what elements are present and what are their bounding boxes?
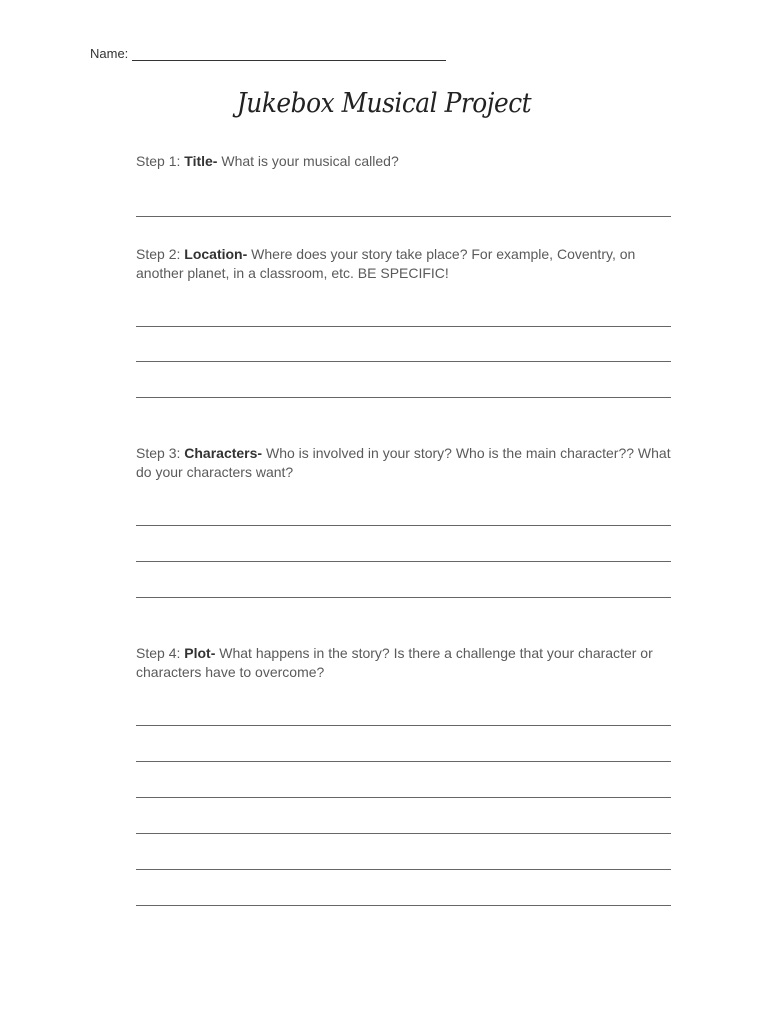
step-4-answer-line — [136, 761, 671, 762]
step-4-text: What happens in the story? Is there a challenge that your character or characters have to overcome? — [136, 645, 653, 680]
step-4-keyword: Plot- — [184, 645, 216, 661]
step-3-answer-line — [136, 597, 671, 598]
step-3-prompt — [136, 444, 681, 482]
page-title: Jukebox Musical Project — [236, 88, 532, 119]
step-4-answer-line — [136, 725, 671, 726]
step-1-keyword: Title- — [184, 153, 218, 169]
step-1-text: What is your musical called? — [217, 153, 399, 169]
step-4-prompt — [136, 644, 681, 682]
step-4-prefix: Step 4: — [136, 645, 185, 661]
step-2-answer-line — [136, 397, 671, 398]
name-answer-line — [132, 46, 446, 61]
step-4-answer-line — [136, 905, 671, 906]
step-2-prompt — [136, 245, 681, 283]
step-2-answer-line — [136, 361, 671, 362]
step-2-keyword: Location- — [184, 246, 248, 262]
step-3-text: Who is involved in your story? Who is the main character?? What do your characters want? — [136, 445, 671, 480]
step-4-answer-line — [136, 833, 671, 834]
name-field-row — [90, 46, 446, 61]
step-4-answer-line — [136, 869, 671, 870]
step-1-prefix: Step 1: — [136, 153, 185, 169]
step-2-answer-line — [136, 326, 671, 327]
step-1-answer-line — [136, 216, 671, 217]
step-1-prompt — [136, 152, 681, 171]
step-2-prefix: Step 2: — [136, 246, 185, 262]
step-3-answer-line — [136, 561, 671, 562]
name-label: Name: — [90, 46, 129, 61]
step-3-prefix: Step 3: — [136, 445, 185, 461]
step-3-keyword: Characters- — [184, 445, 263, 461]
step-2-text: Where does your story take place? For example, Coventry, on another planet, in a classroom, etc. BE SPECIFIC! — [136, 246, 636, 281]
step-3-answer-line — [136, 525, 671, 526]
step-4-answer-line — [136, 797, 671, 798]
